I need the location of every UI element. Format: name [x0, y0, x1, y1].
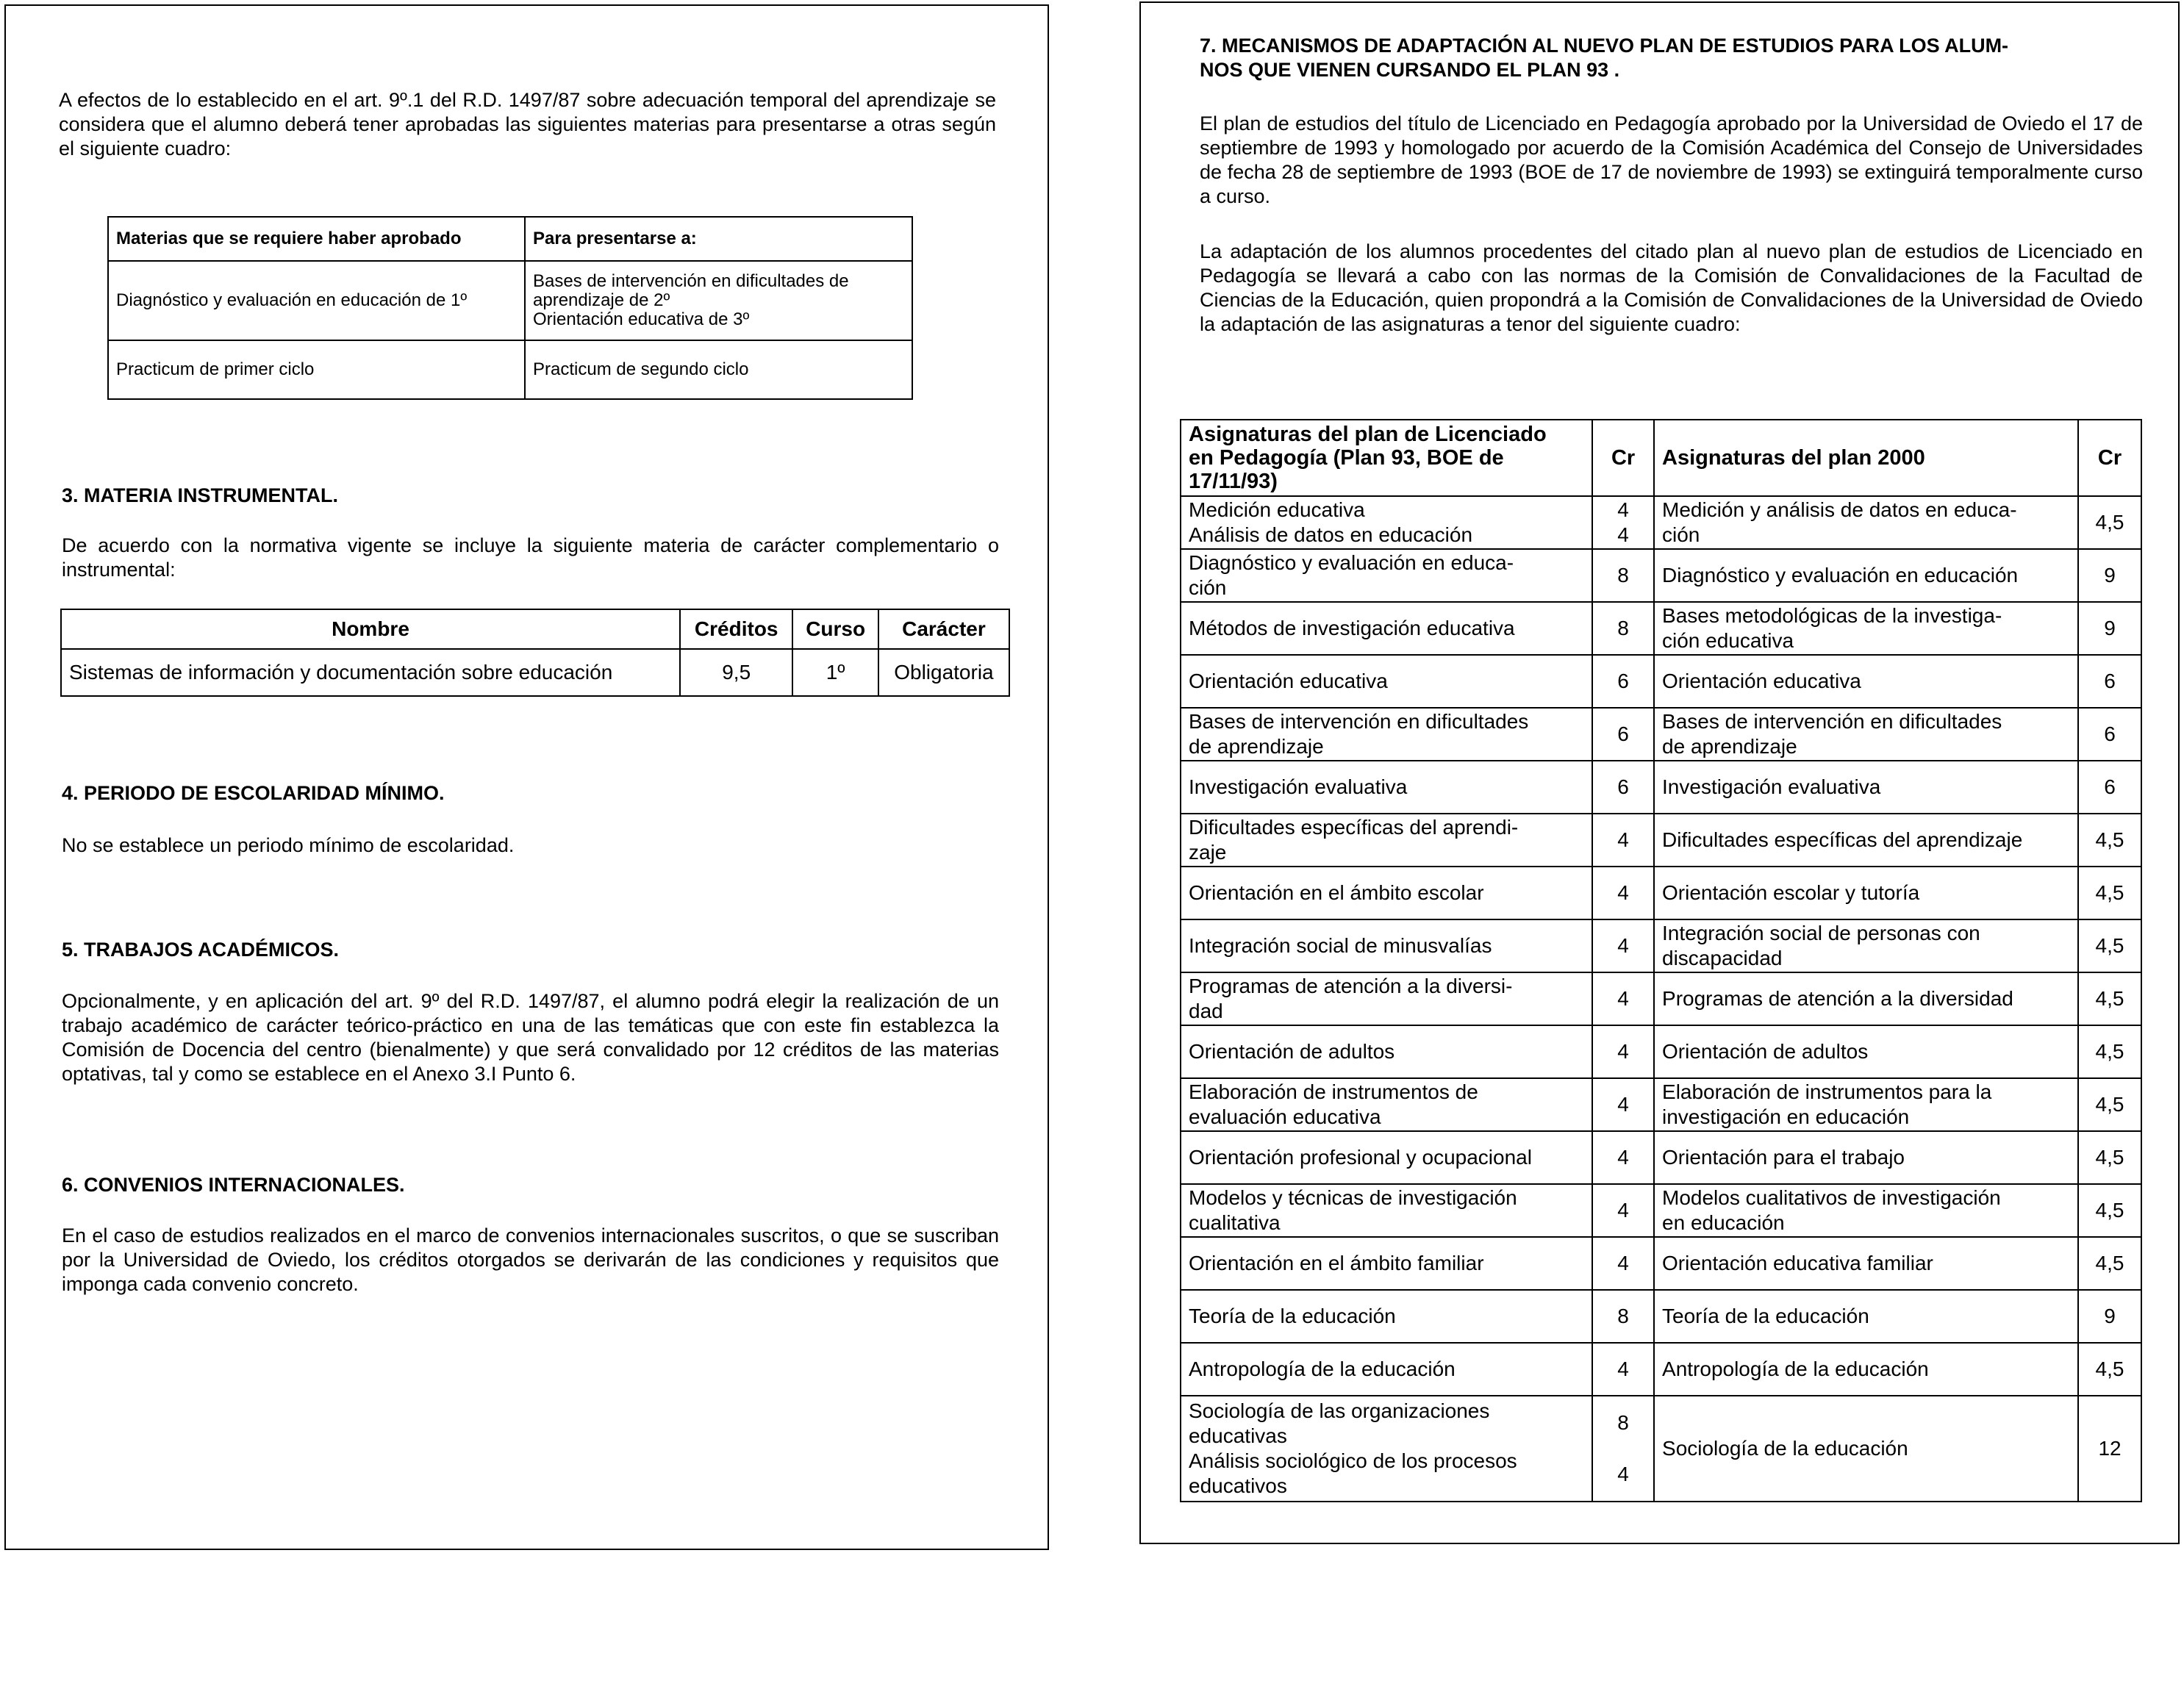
- new-subject-cell: [1654, 708, 2078, 761]
- new-subject-line: de aprendizaje: [1662, 735, 1797, 758]
- old-subject-line: Dificultades específicas del aprendi-: [1189, 816, 1519, 839]
- new-credits-cell: 4,5: [2078, 1237, 2141, 1290]
- old-subject-cell: [1181, 602, 1592, 655]
- old-subject-line: Métodos de investigación educativa: [1189, 617, 1515, 639]
- old-subject-line: Análisis sociológico de los procesos: [1189, 1449, 1517, 1472]
- old-subject-line: Sociología de las organizaciones: [1189, 1399, 1490, 1422]
- table-row: [61, 649, 1009, 696]
- section-3-heading: 3. MATERIA INSTRUMENTAL.: [62, 484, 338, 506]
- old-subject-cell: [1181, 761, 1592, 814]
- table-row: [1181, 496, 2141, 549]
- new-subject-cell: [1654, 1025, 2078, 1078]
- old-credits-cell: [1592, 1131, 1654, 1184]
- old-credits-cell: [1592, 972, 1654, 1025]
- new-credits-cell: 4,5: [2078, 1184, 2141, 1237]
- new-credits-cell: 4,5: [2078, 814, 2141, 867]
- old-subject-line: Elaboración de instrumentos de: [1189, 1080, 1478, 1103]
- table-row: [108, 261, 912, 340]
- adaptation-header-cr: Cr: [1592, 420, 1654, 496]
- adaptation-table-body: [1181, 496, 2141, 1502]
- old-credits-value: 6: [1617, 775, 1629, 798]
- adaptation-header-new: Asignaturas del plan 2000: [1654, 420, 2078, 496]
- new-subject-line: Bases metodológicas de la investiga-: [1662, 604, 2002, 627]
- instrumental-header-creditos: Créditos: [680, 609, 792, 649]
- old-subject-cell: [1181, 1343, 1592, 1396]
- prerequisite-required-cell: Diagnóstico y evaluación en educación de 1º: [108, 261, 525, 340]
- instrumental-curso-cell: 1º: [792, 649, 878, 696]
- old-credits-value: 4: [1617, 523, 1629, 546]
- adaptation-header-row: [1181, 420, 2141, 496]
- table-row: [1181, 867, 2141, 919]
- new-subject-line: Antropología de la educación: [1662, 1358, 1929, 1380]
- table-row: [1181, 655, 2141, 708]
- old-credits-cell: [1592, 655, 1654, 708]
- new-credits-cell: 4,5: [2078, 919, 2141, 972]
- old-credits-value: 4: [1617, 1146, 1629, 1169]
- new-credits-cell: 4,5: [2078, 496, 2141, 549]
- adaptation-header-cr2: Cr: [2078, 420, 2141, 496]
- new-subject-line: Medición y análisis de datos en educa-: [1662, 498, 2017, 521]
- table-row: [1181, 1131, 2141, 1184]
- old-subject-line: de aprendizaje: [1189, 735, 1324, 758]
- prerequisite-target-line: Practicum de segundo ciclo: [533, 359, 749, 379]
- section-5-text: Opcionalmente, y en aplicación del art. 9º del R.D. 1497/87, el alumno podrá elegir la realización de un trabajo académico de carácter teórico-práctico en una de las temáticas que con este fin establezca la Comisión de Docencia del centro (bienalmente) y que será convalidado por 12 créditos de las materias optativas, tal y como se establece en el Anexo 3.I Punto 6.: [62, 990, 999, 1085]
- section-4-text: No se establece un periodo mínimo de escolaridad.: [62, 834, 515, 856]
- table-row: [1181, 1396, 2141, 1502]
- old-subject-line: dad: [1189, 1000, 1223, 1022]
- new-subject-line: Programas de atención a la diversidad: [1662, 987, 2013, 1010]
- old-credits-cell: [1592, 602, 1654, 655]
- left-page: [4, 4, 1049, 1550]
- new-subject-cell: [1654, 496, 2078, 549]
- old-subject-line: Orientación de adultos: [1189, 1040, 1395, 1063]
- old-credits-value: 4: [1617, 1093, 1629, 1116]
- old-subject-cell: [1181, 655, 1592, 708]
- new-subject-line: Orientación escolar y tutoría: [1662, 881, 1920, 904]
- table-row: [1181, 602, 2141, 655]
- old-credits-cell: [1592, 549, 1654, 602]
- new-subject-line: Bases de intervención en dificultades: [1662, 710, 2002, 733]
- new-subject-cell: [1654, 1290, 2078, 1343]
- old-subject-line: Medición educativa: [1189, 498, 1365, 521]
- old-credits-value: 4: [1617, 498, 1629, 521]
- new-subject-cell: [1654, 655, 2078, 708]
- old-subject-line: educativos: [1189, 1474, 1287, 1497]
- old-subject-cell: [1181, 1396, 1592, 1502]
- old-subject-cell: [1181, 1131, 1592, 1184]
- new-subject-cell: [1654, 1131, 2078, 1184]
- old-subject-line: Orientación profesional y ocupacional: [1189, 1146, 1532, 1169]
- prerequisite-header-target: Para presentarse a:: [525, 217, 912, 261]
- old-credits-cell: [1592, 814, 1654, 867]
- new-credits-cell: 6: [2078, 708, 2141, 761]
- old-subject-cell: [1181, 919, 1592, 972]
- new-credits-cell: 4,5: [2078, 1025, 2141, 1078]
- table-row: [1181, 1078, 2141, 1131]
- prerequisite-target-line: Orientación educativa de 3º: [533, 309, 750, 329]
- table-row: [1181, 1025, 2141, 1078]
- old-subject-line: educativas: [1189, 1424, 1287, 1447]
- adaptation-header-old: [1181, 420, 1592, 496]
- prerequisite-target-cell: [525, 340, 912, 399]
- section-5-heading: 5. TRABAJOS ACADÉMICOS.: [62, 939, 340, 961]
- old-subject-line: zaje: [1189, 841, 1227, 864]
- old-credits-value: 4: [1617, 1199, 1629, 1222]
- old-credits-value: 6: [1617, 722, 1629, 745]
- new-subject-cell: [1654, 549, 2078, 602]
- new-credits-cell: 4,5: [2078, 1343, 2141, 1396]
- old-subject-line: evaluación educativa: [1189, 1105, 1381, 1128]
- old-subject-cell: [1181, 814, 1592, 867]
- old-subject-cell: [1181, 1025, 1592, 1078]
- old-credits-value: 4: [1617, 828, 1629, 851]
- right-page: [1139, 1, 2180, 1544]
- old-subject-cell: [1181, 1237, 1592, 1290]
- old-subject-line: cualitativa: [1189, 1211, 1281, 1234]
- old-subject-cell: [1181, 1078, 1592, 1131]
- new-credits-cell: 4,5: [2078, 972, 2141, 1025]
- table-row: [108, 340, 912, 399]
- new-subject-line: en educación: [1662, 1211, 1785, 1234]
- instrumental-header-nombre: Nombre: [61, 609, 680, 649]
- section-7-heading-line: NOS QUE VIENEN CURSANDO EL PLAN 93 .: [1200, 59, 1620, 81]
- old-credits-cell: [1592, 761, 1654, 814]
- new-subject-line: Teoría de la educación: [1662, 1305, 1869, 1327]
- new-subject-cell: [1654, 602, 2078, 655]
- new-subject-line: Diagnóstico y evaluación en educación: [1662, 564, 2019, 587]
- old-subject-cell: [1181, 708, 1592, 761]
- instrumental-creditos-cell: 9,5: [680, 649, 792, 696]
- new-subject-cell: [1654, 867, 2078, 919]
- prerequisite-header-required: Materias que se requiere haber aprobado: [108, 217, 525, 261]
- old-subject-cell: [1181, 867, 1592, 919]
- section-4-heading: 4. PERIODO DE ESCOLARIDAD MÍNIMO.: [62, 782, 445, 804]
- adaptation-header-old-line: Asignaturas del plan de Licenciado: [1189, 423, 1547, 446]
- old-subject-cell: [1181, 1184, 1592, 1237]
- old-subject-line: Modelos y técnicas de investigación: [1189, 1186, 1517, 1209]
- new-credits-cell: 6: [2078, 761, 2141, 814]
- new-subject-cell: [1654, 972, 2078, 1025]
- old-credits-cell: [1592, 1184, 1654, 1237]
- old-subject-line: Investigación evaluativa: [1189, 775, 1408, 798]
- table-row: [1181, 1184, 2141, 1237]
- new-subject-cell: [1654, 1237, 2078, 1290]
- new-subject-cell: [1654, 761, 2078, 814]
- old-credits-cell: [1592, 1290, 1654, 1343]
- old-credits-value: 4: [1617, 1040, 1629, 1063]
- new-subject-cell: [1654, 1078, 2078, 1131]
- old-subject-line: Orientación en el ámbito familiar: [1189, 1252, 1484, 1274]
- old-credits-value: 8: [1617, 564, 1629, 587]
- new-subject-cell: [1654, 814, 2078, 867]
- new-subject-line: ción: [1662, 523, 1700, 546]
- old-credits-value: 8: [1617, 1305, 1629, 1327]
- old-subject-line: Teoría de la educación: [1189, 1305, 1396, 1327]
- section-7-heading: [1200, 34, 2148, 82]
- table-row: [1181, 814, 2141, 867]
- new-credits-cell: 4,5: [2078, 1078, 2141, 1131]
- section-7-paragraph-1: El plan de estudios del título de Licenciado en Pedagogía aprobado por la Universidad de Oviedo el 17 de septiembre de 1993 y homologado por acuerdo de la Comisión Académica del Consejo de Universidades de fecha 28 de septiembre de 1993 (BOE de 17 de noviembre de 1993) se extinguirá temporalmente curso a curso.: [1200, 112, 2143, 207]
- old-credits-value: 8: [1617, 1411, 1629, 1434]
- new-subject-cell: [1654, 1343, 2078, 1396]
- new-subject-cell: [1654, 1184, 2078, 1237]
- old-subject-line: Bases de intervención en dificultades: [1189, 710, 1529, 733]
- new-subject-cell: [1654, 919, 2078, 972]
- new-credits-cell: 9: [2078, 602, 2141, 655]
- old-credits-cell: [1592, 1396, 1654, 1502]
- new-credits-cell: 4,5: [2078, 1131, 2141, 1184]
- old-credits-value: 4: [1617, 987, 1629, 1010]
- new-credits-cell: 6: [2078, 655, 2141, 708]
- old-credits-value: 4: [1617, 1252, 1629, 1274]
- old-subject-cell: [1181, 1290, 1592, 1343]
- new-credits-cell: 4,5: [2078, 867, 2141, 919]
- instrumental-nombre-cell: Sistemas de información y documentación sobre educación: [61, 649, 680, 696]
- table-row: [1181, 761, 2141, 814]
- table-row: [1181, 919, 2141, 972]
- old-subject-line: Diagnóstico y evaluación en educa-: [1189, 551, 1514, 574]
- old-subject-line: Antropología de la educación: [1189, 1358, 1456, 1380]
- table-row: [1181, 972, 2141, 1025]
- new-subject-cell: [1654, 1396, 2078, 1502]
- new-subject-line: Orientación educativa: [1662, 670, 1861, 692]
- section-7-heading-line: 7. MECANISMOS DE ADAPTACIÓN AL NUEVO PLAN DE ESTUDIOS PARA LOS ALUM-: [1200, 35, 2009, 57]
- instrumental-header-curso: Curso: [792, 609, 878, 649]
- table-row: [1181, 1290, 2141, 1343]
- new-subject-line: investigación en educación: [1662, 1105, 1910, 1128]
- old-credits-cell: [1592, 1025, 1654, 1078]
- old-credits-cell: [1592, 1237, 1654, 1290]
- new-subject-line: Integración social de personas con: [1662, 922, 1980, 944]
- new-subject-line: ción educativa: [1662, 629, 1794, 652]
- old-credits-cell: [1592, 1078, 1654, 1131]
- new-subject-line: discapacidad: [1662, 947, 1783, 969]
- old-subject-line: Orientación en el ámbito escolar: [1189, 881, 1484, 904]
- old-credits-cell: [1592, 496, 1654, 549]
- new-subject-line: Sociología de la educación: [1662, 1437, 1908, 1460]
- adaptation-table: [1180, 419, 2142, 1502]
- section-6-text: En el caso de estudios realizados en el marco de convenios internacionales suscritos, o que se suscriban por la Universidad de Oviedo, los créditos otorgados se derivarán de las condiciones y requisitos que imponga cada convenio concreto.: [62, 1224, 999, 1295]
- old-subject-line: Análisis de datos en educación: [1189, 523, 1473, 546]
- new-subject-line: Investigación evaluativa: [1662, 775, 1881, 798]
- new-subject-line: Orientación educativa familiar: [1662, 1252, 1933, 1274]
- table-row: [1181, 1237, 2141, 1290]
- old-subject-line: Orientación educativa: [1189, 670, 1388, 692]
- prerequisite-target-cell: [525, 261, 912, 340]
- old-credits-value: 4: [1617, 881, 1629, 904]
- section-3-text: De acuerdo con la normativa vigente se incluye la siguiente materia de carácter complementario o instrumental:: [62, 534, 999, 581]
- prerequisite-target-line: aprendizaje de 2º: [533, 290, 670, 310]
- prerequisite-required-cell: Practicum de primer ciclo: [108, 340, 525, 399]
- new-credits-cell: 9: [2078, 1290, 2141, 1343]
- old-credits-value: 8: [1617, 617, 1629, 639]
- prerequisite-target-line: Bases de intervención en dificultades de: [533, 271, 849, 291]
- old-credits-value: 4: [1617, 934, 1629, 957]
- new-subject-line: Elaboración de instrumentos para la: [1662, 1080, 1992, 1103]
- old-subject-line: Integración social de minusvalías: [1189, 934, 1492, 957]
- old-credits-value: 4: [1617, 1358, 1629, 1380]
- old-credits-cell: [1592, 867, 1654, 919]
- old-subject-line: ción: [1189, 576, 1227, 599]
- section-6-heading: 6. CONVENIOS INTERNACIONALES.: [62, 1174, 405, 1196]
- table-row: [1181, 549, 2141, 602]
- section-7-paragraph-2: La adaptación de los alumnos procedentes del citado plan al nuevo plan de estudios de Licenciado en Pedagogía se llevará a cabo con las normas de la Comisión de Convalidaciones de la Facultad de Ciencias de la Educación, quien propondrá a la Comisión de Convalidaciones de la Universidad de Oviedo la adaptación de las asignaturas a tenor del siguiente cuadro:: [1200, 240, 2143, 335]
- instrumental-table: [60, 609, 1010, 697]
- old-subject-line: Programas de atención a la diversi-: [1189, 975, 1513, 997]
- table-row: [1181, 708, 2141, 761]
- new-credits-cell: 12: [2078, 1396, 2141, 1502]
- old-credits-cell: [1592, 919, 1654, 972]
- old-subject-cell: [1181, 549, 1592, 602]
- new-credits-cell: 9: [2078, 549, 2141, 602]
- adaptation-header-old-line: 17/11/93): [1189, 470, 1278, 493]
- old-credits-cell: [1592, 1343, 1654, 1396]
- old-subject-cell: [1181, 496, 1592, 549]
- adaptation-header-old-line: en Pedagogía (Plan 93, BOE de: [1189, 446, 1504, 470]
- new-subject-line: Modelos cualitativos de investigación: [1662, 1186, 2001, 1209]
- new-subject-line: Dificultades específicas del aprendizaje: [1662, 828, 2023, 851]
- table-row: [1181, 1343, 2141, 1396]
- old-credits-value: 6: [1617, 670, 1629, 692]
- intro-paragraph: A efectos de lo establecido en el art. 9º.1 del R.D. 1497/87 sobre adecuación temporal del aprendizaje se considera que el alumno deberá tener aprobadas las siguientes materias para presentarse a otras según el siguiente cuadro:: [59, 89, 996, 159]
- old-subject-cell: [1181, 972, 1592, 1025]
- instrumental-caracter-cell: Obligatoria: [878, 649, 1009, 696]
- old-credits-cell: [1592, 708, 1654, 761]
- instrumental-header-caracter: Carácter: [878, 609, 1009, 649]
- new-subject-line: Orientación de adultos: [1662, 1040, 1869, 1063]
- new-subject-line: Orientación para el trabajo: [1662, 1146, 1905, 1169]
- prerequisite-header-row: [108, 217, 912, 261]
- instrumental-header-row: [61, 609, 1009, 649]
- prerequisite-table: [107, 216, 913, 400]
- old-credits-value: 4: [1617, 1463, 1629, 1485]
